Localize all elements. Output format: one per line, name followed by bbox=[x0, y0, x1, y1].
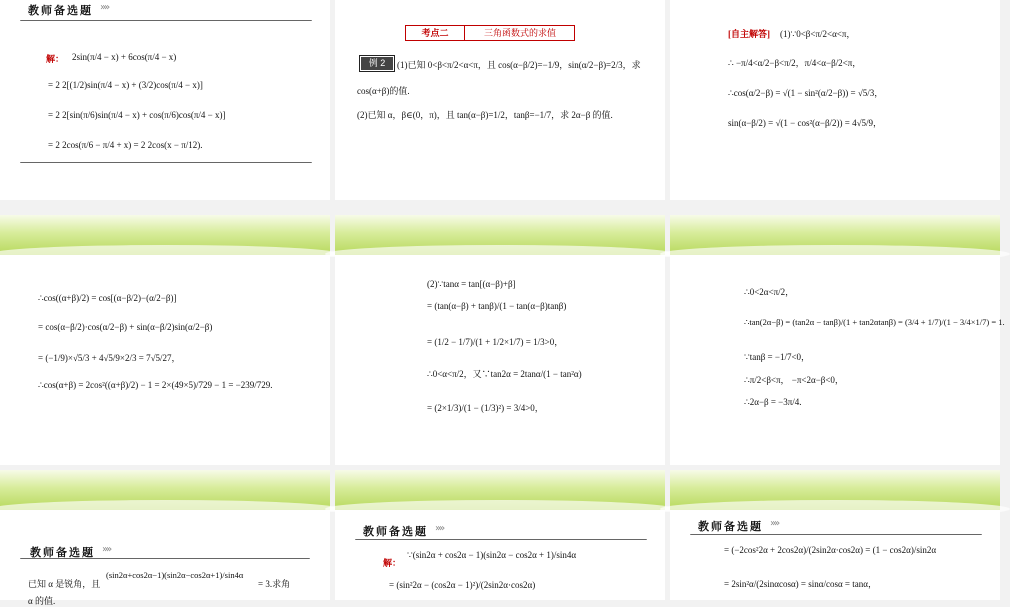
slide-8 bbox=[335, 470, 665, 600]
formula-line: ∴0<α<π/2，又∵tan2α = 2tanα/(1 − tan²α) bbox=[427, 369, 582, 379]
answer-tag: [自主解答] bbox=[728, 29, 770, 39]
chevron-icon: »» bbox=[770, 518, 779, 529]
formula-line: ∴ −π/4<α/2−β<π/2，π/4<α−β/2<π， bbox=[728, 58, 862, 68]
formula-line: = 2 2[(1/2)sin(π/4 − x) + (3/2)cos(π/4 − x)] bbox=[48, 80, 203, 90]
question-1: (1)已知 0<β<π/2<α<π，且 cos(α−β/2)=−1/9，sin(α/2−β)=2/3，求 bbox=[397, 60, 641, 70]
formula-line: 2sin(π/4 − x) + 6cos(π/4 − x) bbox=[72, 52, 177, 62]
formula-line: ∴2α−β = −3π/4. bbox=[744, 397, 802, 407]
formula-line: = 2sin²α/(2sinαcosα) = sinα/cosα = tanα， bbox=[724, 579, 877, 589]
slide-2 bbox=[335, 0, 665, 200]
question-text: α 的值. bbox=[28, 596, 56, 606]
formula-line: = (tan(α−β) + tanβ)/(1 − tan(α−β)tanβ) bbox=[427, 301, 567, 311]
slide-header bbox=[670, 516, 1000, 536]
formula-line: (2)∵tanα = tan[(α−β)+β] bbox=[427, 279, 516, 289]
topic-number: 考点二 bbox=[406, 26, 465, 40]
formula-line: ∴cos(α+β) = 2cos²((α+β)/2) − 1 = 2×(49×5)/729 − 1 = −239/729. bbox=[38, 380, 273, 390]
formula-line: ∴cos(α/2−β) = √(1 − sin²(α/2−β)) = √5/3， bbox=[728, 88, 884, 98]
formula-line: = cos(α−β/2)·cos(α/2−β) + sin(α−β/2)sin(α/2−β) bbox=[38, 322, 213, 332]
formula-line: ∴tan(2α−β) = (tan2α − tanβ)/(1 + tan2αtanβ) = (3/4 + 1/7)/(1 − 3/4×1/7) = 1. bbox=[744, 317, 1005, 327]
formula-line: ∴π/2<β<π， −π<2α−β<0， bbox=[744, 375, 844, 385]
chevron-icon: »» bbox=[100, 2, 109, 13]
slide-6 bbox=[670, 215, 1005, 465]
example-badge: 例 2 bbox=[361, 57, 393, 70]
header-title: 教师备选题 bbox=[28, 5, 93, 17]
header-title: 教师备选题 bbox=[698, 521, 763, 533]
formula-line: = 2 2cos(π/6 − π/4 + x) = 2 2cos(x − π/12). bbox=[48, 140, 203, 150]
decor-wave bbox=[660, 245, 1010, 263]
question-text: 已知 α 是锐角，且 bbox=[28, 579, 101, 589]
chevron-icon: »» bbox=[102, 544, 111, 555]
header-title: 教师备选题 bbox=[363, 526, 428, 538]
formula-line: (1)∵0<β<π/2<α<π， bbox=[780, 29, 856, 39]
formula-line: ∴cos((α+β)/2) = cos[(α−β/2)−(α/2−β)] bbox=[38, 293, 177, 303]
solution-label: 解： bbox=[383, 558, 402, 568]
formula-line: = (2×1/3)/(1 − (1/3)²) = 3/4>0， bbox=[427, 403, 544, 413]
header-title: 教师备选题 bbox=[30, 547, 95, 559]
slide-7 bbox=[0, 470, 330, 606]
topic-box bbox=[405, 25, 575, 41]
solution-label: 解： bbox=[46, 54, 65, 64]
slide-header bbox=[0, 542, 330, 562]
decor-wave bbox=[0, 245, 340, 263]
decor-wave bbox=[0, 500, 340, 518]
question-fraction: (sin2α+cos2α−1)(sin2α−cos2α+1)/sin4α bbox=[106, 570, 244, 580]
slide-4 bbox=[0, 215, 330, 465]
frame-bottom bbox=[20, 162, 312, 163]
formula-line: = (1/2 − 1/7)/(1 + 1/2×1/7) = 1/3>0， bbox=[427, 337, 564, 347]
slide-1 bbox=[0, 0, 330, 200]
slide-header bbox=[0, 0, 330, 20]
topic-title: 三角函数式的求值 bbox=[483, 28, 556, 38]
question-1-cont: cos(α+β)的值. bbox=[357, 86, 410, 96]
decor-wave bbox=[325, 245, 675, 263]
formula-line: = (sin²2α − (cos2α − 1)²)/(2sin2α·cos2α) bbox=[389, 580, 536, 590]
slide-9 bbox=[670, 470, 1000, 600]
formula-line: ∵tanβ = −1/7<0， bbox=[744, 352, 811, 362]
question-text: = 3.求角 bbox=[258, 579, 291, 589]
formula-line: sin(α−β/2) = √(1 − cos²(α−β/2)) = 4√5/9， bbox=[728, 118, 883, 128]
question-2: (2)已知 α，β∈(0，π)，且 tan(α−β)=1/2，tanβ=−1/7，求 2α−β 的值. bbox=[357, 110, 613, 120]
formula-line: = (−2cos²2α + 2cos2α)/(2sin2α·cos2α) = (1 − cos2α)/sin2α bbox=[724, 545, 937, 555]
formula-line: ∵(sin2α + cos2α − 1)(sin2α − cos2α + 1)/sin4α bbox=[407, 550, 577, 560]
decor-wave bbox=[325, 500, 675, 518]
chevron-icon: »» bbox=[435, 523, 444, 534]
formula-line: = (−1/9)×√5/3 + 4√5/9×2/3 = 7√5/27， bbox=[38, 353, 181, 363]
formula-line: ∴0<2α<π/2， bbox=[744, 287, 795, 297]
slide-5 bbox=[335, 215, 665, 465]
slide-header bbox=[335, 521, 665, 541]
slide-3 bbox=[670, 0, 1000, 200]
formula-line: = 2 2[sin(π/6)sin(π/4 − x) + cos(π/6)cos(π/4 − x)] bbox=[48, 110, 226, 120]
